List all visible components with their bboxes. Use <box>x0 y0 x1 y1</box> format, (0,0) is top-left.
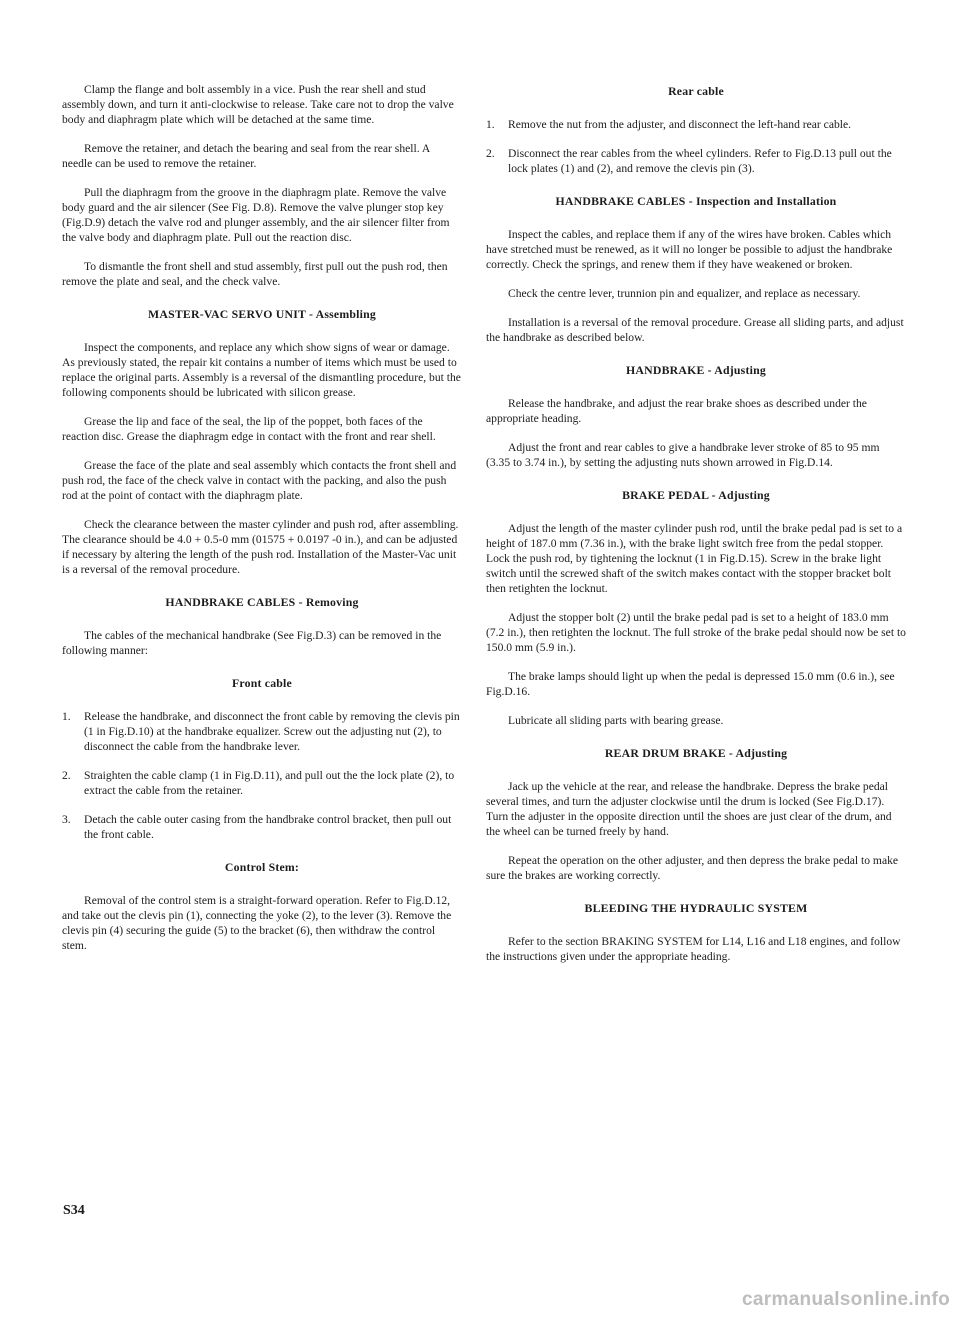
body-paragraph: Clamp the flange and bolt assembly in a vice. Push the rear shell and stud assembly down, and turn it anti-clockwise to release. Take care not to drop the valve body and diaphragm plate which will be detached at the same time. <box>62 83 454 126</box>
body-paragraph: To dismantle the front shell and stud assembly, first pull out the push rod, then remove the plate and seal, and the check valve. <box>62 260 448 288</box>
body-paragraph: Release the handbrake, and adjust the rear brake shoes as described under the appropriate heading. <box>486 397 867 425</box>
body-paragraph: Remove the retainer, and detach the bearing and seal from the rear shell. A needle can be used to remove the retainer. <box>62 142 430 170</box>
step-number: 3. <box>62 813 71 826</box>
body-paragraph: Adjust the length of the master cylinder push rod, until the brake pedal pad is set to a height of 187.0 mm (7.36 in.), with the brake light switch free from the pedal stopper. Lock the push rod, by tightening the locknut (1 in Fig.D.15). Screw in the brake light switch until the screwed shaft of the switch makes contact with the stopper bracket bolt then retighten the locknut. <box>486 522 903 595</box>
numbered-step <box>486 117 906 132</box>
section-heading: REAR DRUM BRAKE - Adjusting <box>604 746 788 760</box>
section-heading: HANDBRAKE CABLES - Removing <box>165 595 359 609</box>
numbered-step <box>62 709 462 754</box>
step-text: Remove the nut from the adjuster, and disconnect the left-hand rear cable. <box>508 118 852 131</box>
step-text: Disconnect the rear cables from the wheel cylinders. Refer to Fig.D.13 pull out the lock plates (1) and (2), and remove the clevis pin (3). <box>508 147 892 175</box>
body-paragraph: Grease the lip and face of the seal, the lip of the poppet, both faces of the reaction disc. Grease the diaphragm edge in contact with the front and rear shell. <box>62 415 436 443</box>
left-column <box>62 82 462 967</box>
body-paragraph: Inspect the cables, and replace them if any of the wires have broken. Cables which have stretched must be renewed, as it will no longer be possible to adjust the handbrake correctly. Check the springs, and renew them if they have weakened or broken. <box>486 228 893 271</box>
step-number: 1. <box>62 710 71 723</box>
section-heading: HANDBRAKE CABLES - Inspection and Installation <box>555 194 837 208</box>
body-paragraph: The brake lamps should light up when the pedal is depressed 15.0 mm (0.6 in.), see Fig.D.16. <box>486 670 895 698</box>
body-paragraph: Pull the diaphragm from the groove in the diaphragm plate. Remove the valve body guard and the air silencer (See Fig. D.8). Remove the valve plunger stop key (Fig.D.9) detach the valve rod and plunger assembly, and the air silencer filter from the valve body and diaphragm plate. Pull out the reaction disc. <box>62 186 450 244</box>
body-paragraph: Check the clearance between the master cylinder and push rod, after assembling. The clearance should be 4.0 + 0.5-0 mm (01575 + 0.0197 -0 in.), and can be adjusted if necessary by altering the length of the push rod. Installation of the Master-Vac unit is a reversal of the removal procedure. <box>62 518 459 576</box>
body-paragraph: Adjust the stopper bolt (2) until the brake pedal pad is set to a height of 183.0 mm (7.2 in.), then retighten the locknut. The full stroke of the brake pedal should now be set to 150.0 mm (5.9 in.). <box>486 611 906 654</box>
body-paragraph: Refer to the section BRAKING SYSTEM for L14, L16 and L18 engines, and follow the instructions given under the appropriate heading. <box>486 935 901 963</box>
body-paragraph: Check the centre lever, trunnion pin and equalizer, and replace as necessary. <box>508 287 861 300</box>
body-paragraph: Installation is a reversal of the removal procedure. Grease all sliding parts, and adjust the handbrake as described below. <box>486 316 904 344</box>
section-heading: Front cable <box>232 676 292 690</box>
body-paragraph: Grease the face of the plate and seal assembly which contacts the front shell and push rod, the face of the check valve in contact with the packing, and also the push rod at the point of contact with the diaphragm plate. <box>62 459 457 502</box>
section-heading: Rear cable <box>668 84 724 98</box>
step-text: Straighten the cable clamp (1 in Fig.D.11), and pull out the the lock plate (2), to extract the cable from the retainer. <box>84 769 455 797</box>
body-paragraph: Jack up the vehicle at the rear, and release the handbrake. Depress the brake pedal several times, and turn the adjuster clockwise until the drum is locked (See Fig.D.17). Turn the adjuster in the opposite direction until the shoes are just clear of the drum, and the wheel can be turned freely by hand. <box>486 780 892 838</box>
watermark-link[interactable]: carmanualsonline.info <box>742 1289 950 1310</box>
step-text: Release the handbrake, and disconnect the front cable by removing the clevis pin (1 in Fig.D.10) at the handbrake equalizer. Screw out the adjusting nut (2), to disconnect the cable from the handbrake lever. <box>84 710 460 753</box>
step-number: 2. <box>486 147 495 160</box>
section-heading: MASTER-VAC SERVO UNIT - Assembling <box>148 307 376 321</box>
body-paragraph: Repeat the operation on the other adjuster, and then depress the brake pedal to make sure the brakes are working correctly. <box>486 854 899 882</box>
numbered-step <box>62 812 462 842</box>
section-heading: Control Stem: <box>224 860 300 874</box>
body-paragraph: The cables of the mechanical handbrake (See Fig.D.3) can be removed in the following manner: <box>62 629 442 657</box>
section-heading: HANDBRAKE - Adjusting <box>626 363 766 377</box>
step-number: 1. <box>486 118 495 131</box>
section-heading: BRAKE PEDAL - Adjusting <box>622 488 770 502</box>
body-paragraph: Lubricate all sliding parts with bearing grease. <box>508 714 724 727</box>
right-column <box>486 84 906 978</box>
step-number: 2. <box>62 769 71 782</box>
section-heading: BLEEDING THE HYDRAULIC SYSTEM <box>584 901 808 915</box>
numbered-step <box>62 768 462 798</box>
body-paragraph: Adjust the front and rear cables to give a handbrake lever stroke of 85 to 95 mm (3.35 to 3.74 in.), by setting the adjusting nuts shown arrowed in Fig.D.14. <box>486 441 880 469</box>
body-paragraph: Inspect the components, and replace any which show signs of wear or damage. As previously stated, the repair kit contains a number of items which must be used to replace the original parts. Assembly is a reversal of the dismantling procedure, but the following components should be lubricated with silicon grease. <box>62 341 461 399</box>
step-text: Detach the cable outer casing from the handbrake control bracket, then pull out the front cable. <box>84 813 452 841</box>
body-paragraph: Removal of the control stem is a straight-forward operation. Refer to Fig.D.12, and take out the clevis pin (1), connecting the yoke (2), to the lever (3). Remove the clevis pin (4) securing the guide (5) to the bracket (6), then withdraw the control stem. <box>62 894 452 952</box>
page-number: S34 <box>63 1203 85 1218</box>
numbered-step <box>486 146 906 176</box>
